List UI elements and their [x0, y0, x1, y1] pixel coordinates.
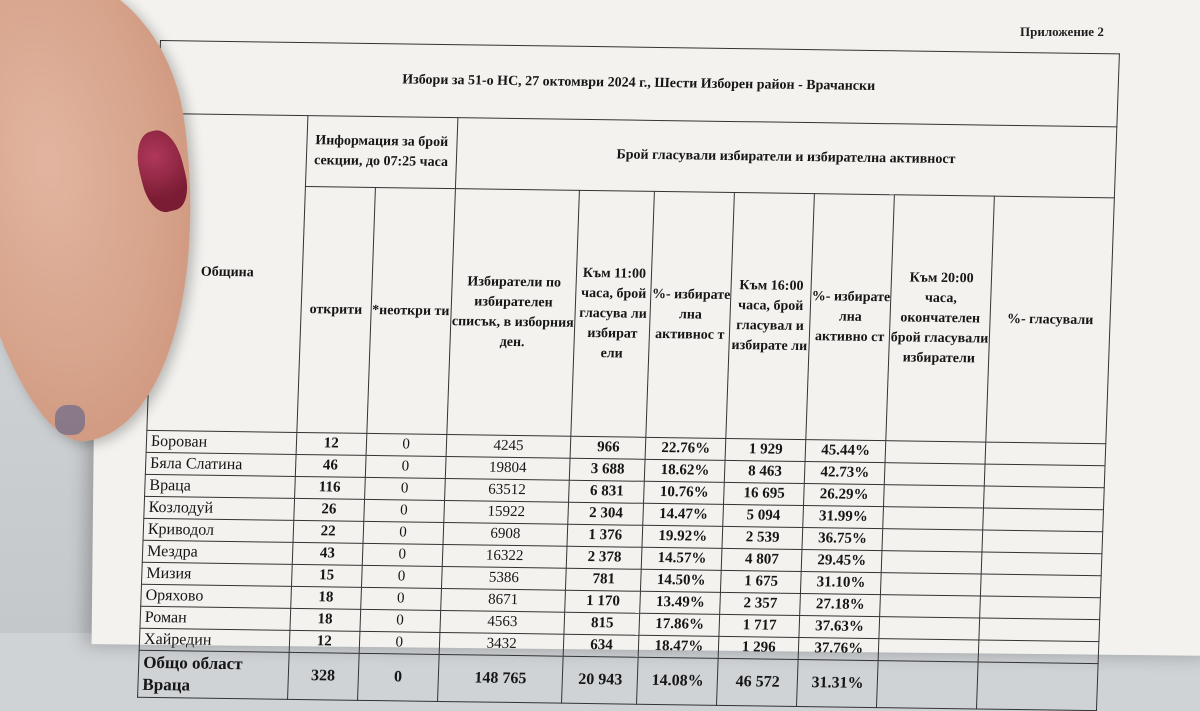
- cell-count-16: 1 675: [721, 570, 802, 593]
- total-voters: 148 765: [437, 654, 563, 703]
- cell-pct-16: 31.10%: [801, 572, 882, 595]
- cell-name: Враца: [145, 474, 296, 498]
- total-opened: 328: [287, 652, 359, 700]
- cell-count-11: 1 170: [565, 590, 641, 613]
- total-name: Общо област Враца: [138, 650, 289, 699]
- turnout-table: [137, 40, 1120, 711]
- cell-opened: 43: [292, 542, 363, 565]
- total-count-11: 20 943: [562, 656, 639, 704]
- cell-name: Козлодуй: [144, 496, 295, 520]
- total-not-opened: 0: [357, 653, 439, 701]
- cell-name: Мездра: [142, 540, 293, 564]
- cell-opened: 18: [290, 608, 361, 631]
- cell-not-opened: 0: [363, 521, 444, 544]
- cell-count-11: 1 376: [567, 524, 643, 547]
- cell-count-16: 1 929: [725, 438, 806, 461]
- cell-voters: 16322: [442, 544, 568, 568]
- cell-pct-11: 13.49%: [640, 591, 721, 614]
- cell-pct-final: [978, 640, 1099, 664]
- cell-pct-11: 22.76%: [645, 437, 726, 460]
- cell-pct-16: 36.75%: [802, 528, 883, 551]
- cell-count-20: [879, 617, 980, 640]
- cell-pct-11: 19.92%: [642, 525, 723, 548]
- cell-count-11: 781: [566, 568, 642, 591]
- cell-pct-11: 14.50%: [641, 569, 722, 592]
- cell-count-16: 2 539: [722, 526, 803, 549]
- cell-pct-final: [981, 574, 1102, 598]
- cell-opened: 12: [296, 432, 367, 455]
- fingernail-lower: [55, 405, 85, 435]
- cell-count-16: 16 695: [724, 482, 805, 505]
- results-sheet: [137, 40, 1120, 711]
- header-16-count: Към 16:00 часа, брой гласувал и избирате ли: [726, 193, 815, 440]
- cell-not-opened: 0: [359, 631, 440, 654]
- cell-pct-final: [979, 618, 1100, 642]
- cell-name: Криводол: [143, 518, 294, 542]
- cell-voters: 4563: [440, 610, 566, 634]
- cell-count-11: 3 688: [570, 458, 646, 481]
- cell-not-opened: 0: [363, 499, 444, 522]
- cell-pct-16: 31.99%: [803, 506, 884, 529]
- cell-not-opened: 0: [361, 565, 442, 588]
- cell-count-20: [883, 507, 984, 530]
- header-voters-list: Избиратели по избирателен списък, в изборния ден.: [446, 189, 579, 437]
- cell-count-11: 2 304: [568, 502, 644, 525]
- cell-pct-16: 27.18%: [800, 593, 881, 616]
- cell-pct-final: [983, 508, 1104, 532]
- cell-count-16: 1 296: [718, 636, 799, 659]
- total-pct-16: 31.31%: [797, 659, 879, 707]
- appendix-label: Приложение 2: [1020, 24, 1104, 39]
- cell-count-11: 6 831: [569, 480, 645, 503]
- header-16-pct: %- избирате лна активно ст: [806, 194, 895, 441]
- cell-opened: 22: [293, 520, 364, 543]
- cell-voters: 15922: [443, 501, 569, 525]
- header-20-count: Към 20:00 часа, окончателен брой гласували избиратели: [886, 195, 995, 442]
- cell-not-opened: 0: [360, 587, 441, 610]
- header-11-count: Към 11:00 часа, брой гласува ли избират ели: [571, 190, 655, 437]
- cell-count-20: [880, 595, 981, 618]
- cell-count-16: 2 357: [720, 592, 801, 615]
- cell-not-opened: 0: [366, 433, 447, 456]
- cell-opened: 18: [290, 586, 361, 609]
- cell-voters: 4245: [446, 435, 572, 459]
- header-turnout-group: Брой гласували избиратели и избирателна активност: [455, 118, 1117, 198]
- cell-name: Роман: [140, 606, 291, 630]
- cell-voters: 5386: [441, 566, 567, 590]
- cell-opened: 26: [294, 498, 365, 521]
- cell-pct-final: [984, 486, 1105, 510]
- cell-count-20: [881, 573, 982, 596]
- cell-count-11: 815: [564, 612, 640, 635]
- table-title: Избори за 51-о НС, 27 октомври 2024 г., Шести Изборен район - Врачански: [158, 41, 1119, 127]
- cell-count-20: [878, 639, 979, 662]
- cell-count-20: [882, 529, 983, 552]
- header-municipality: Община: [147, 113, 308, 432]
- cell-name: Хайредин: [139, 628, 290, 652]
- cell-count-16: 4 807: [722, 548, 803, 571]
- cell-pct-final: [980, 596, 1101, 620]
- cell-count-16: 8 463: [725, 460, 806, 483]
- header-11-pct: %- избирате лна активнос т: [646, 191, 735, 438]
- cell-pct-final: [982, 530, 1103, 554]
- cell-pct-11: 18.47%: [639, 635, 720, 658]
- cell-count-20: [881, 551, 982, 574]
- cell-name: Борован: [146, 430, 297, 454]
- cell-pct-11: 10.76%: [644, 481, 725, 504]
- cell-pct-16: 37.76%: [798, 637, 879, 660]
- cell-voters: 8671: [440, 588, 566, 612]
- total-count-20: [877, 661, 979, 709]
- header-sections-info: Информация за брой секции, до 07:25 часа: [305, 116, 457, 189]
- cell-pct-final: [981, 552, 1102, 576]
- cell-not-opened: 0: [362, 543, 443, 566]
- cell-name: Бяла Слатина: [145, 452, 296, 476]
- cell-pct-11: 14.57%: [642, 547, 723, 570]
- cell-name: Мизия: [141, 562, 292, 586]
- cell-opened: 15: [291, 564, 362, 587]
- cell-pct-16: 29.45%: [801, 550, 882, 573]
- cell-pct-11: 18.62%: [645, 459, 726, 482]
- total-pct-11: 14.08%: [637, 657, 719, 705]
- cell-count-16: 1 717: [719, 614, 800, 637]
- cell-voters: 63512: [444, 479, 570, 503]
- cell-voters: 6908: [443, 523, 569, 547]
- cell-count-16: 5 094: [723, 504, 804, 527]
- total-pct-final: [977, 662, 1099, 711]
- cell-count-11: 634: [564, 634, 640, 657]
- cell-count-20: [884, 463, 985, 486]
- cell-opened: 46: [295, 454, 366, 477]
- cell-pct-16: 26.29%: [804, 484, 885, 507]
- header-final-pct: %- гласували: [986, 196, 1114, 444]
- cell-count-11: 2 378: [567, 546, 643, 569]
- cell-count-20: [884, 485, 985, 508]
- cell-count-20: [885, 441, 986, 464]
- total-count-16: 46 572: [717, 658, 799, 706]
- cell-pct-11: 17.86%: [639, 613, 720, 636]
- cell-voters: 19804: [445, 457, 571, 481]
- cell-not-opened: 0: [360, 609, 441, 632]
- cell-opened: 12: [289, 630, 360, 653]
- cell-opened: 116: [294, 476, 365, 499]
- header-not-opened: *неоткри ти: [367, 188, 456, 435]
- cell-pct-16: 45.44%: [805, 440, 886, 463]
- cell-pct-16: 42.73%: [805, 462, 886, 485]
- header-opened: открити: [297, 187, 376, 434]
- cell-name: Оряхово: [141, 584, 292, 608]
- cell-not-opened: 0: [365, 455, 446, 478]
- cell-pct-11: 14.47%: [643, 503, 724, 526]
- cell-pct-final: [985, 442, 1106, 466]
- cell-not-opened: 0: [364, 477, 445, 500]
- cell-voters: 3432: [439, 632, 565, 656]
- cell-pct-16: 37.63%: [799, 615, 880, 638]
- cell-pct-final: [984, 464, 1105, 488]
- cell-count-11: 966: [571, 436, 647, 459]
